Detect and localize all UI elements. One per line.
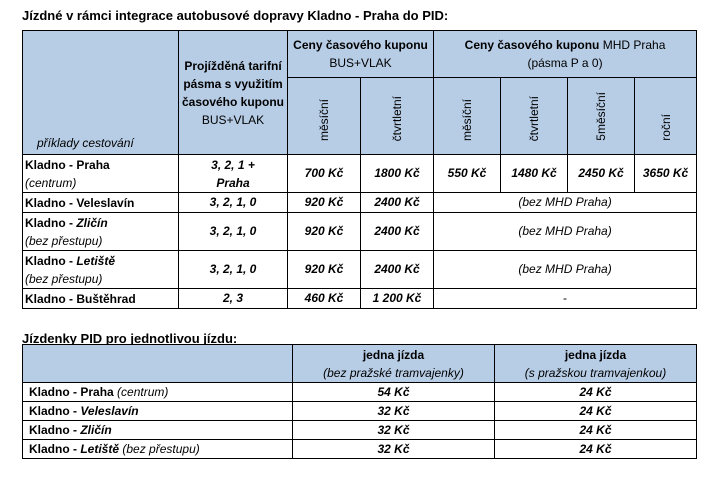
header-zones-mode: BUS+VLAK (201, 112, 265, 127)
period-mhd-yearly: roční (635, 78, 697, 155)
price-with-tram: 24 Kč (495, 421, 697, 440)
price-bus-monthly: 920 Kč (288, 251, 361, 289)
price-without-tram: 32 Kč (293, 421, 495, 440)
zones-cell: 3, 2, 1, 0 (179, 193, 288, 213)
price-bus-monthly: 700 Kč (288, 155, 361, 193)
price-mhd-quarterly: 1480 Kč (501, 155, 568, 193)
price-with-tram: 24 Kč (495, 383, 697, 402)
route-cell: Kladno - Zličín (23, 421, 293, 440)
header-mhd-mode: MHD Praha (602, 38, 666, 52)
price-mhd-yearly: 3650 Kč (635, 155, 697, 193)
table-row (23, 421, 697, 440)
period-mhd-monthly: měsíční (434, 78, 501, 155)
route-cell: Kladno - Buštěhrad (23, 289, 179, 309)
mhd-note: (bez MHD Praha) (434, 213, 697, 251)
price-with-tram: 24 Kč (495, 402, 697, 421)
price-without-tram: 54 Kč (293, 383, 495, 402)
period-mhd-quarterly: čtvrtletní (501, 78, 568, 155)
price-bus-quarterly: 2400 Kč (361, 213, 434, 251)
header-without-tram: jedna jízda (bez pražské tramvajenky) (293, 345, 495, 383)
price-bus-monthly: 460 Kč (288, 289, 361, 309)
header-mhd-zones: (pásma P a 0) (527, 56, 603, 70)
route-cell: Kladno - Praha (centrum) (23, 155, 179, 193)
zones-cell: 2, 3 (179, 289, 288, 309)
header-zones (179, 31, 288, 155)
header-with-tram: jedna jízda (s pražskou tramvajenkou) (495, 345, 697, 383)
zones-cell: 3, 2, 1, 0 (179, 251, 288, 289)
route-cell: Kladno - Letiště (bez přestupu) (23, 251, 179, 289)
header-examples: příklady cestování (23, 31, 179, 155)
header-mhd-prices (434, 31, 697, 78)
table-row (23, 251, 697, 289)
header-bus-mode: BUS+VLAK (329, 56, 392, 70)
price-mhd-5month: 2450 Kč (568, 155, 635, 193)
header-empty (23, 345, 293, 383)
mhd-note: - (434, 289, 697, 309)
table-row (23, 440, 697, 459)
price-bus-monthly: 920 Kč (288, 193, 361, 213)
price-bus-quarterly: 2400 Kč (361, 251, 434, 289)
header-bus-label: Ceny časového kuponu (293, 38, 428, 52)
table-row (23, 289, 697, 309)
period-bus-monthly: měsíční (288, 78, 361, 155)
price-bus-monthly: 920 Kč (288, 213, 361, 251)
price-bus-quarterly: 1 200 Kč (361, 289, 434, 309)
header-mhd-label: Ceny časového kuponu (464, 38, 600, 52)
route-cell: Kladno - Veleslavín (23, 402, 293, 421)
mhd-note: (bez MHD Praha) (434, 251, 697, 289)
route-cell: Kladno - Praha (centrum) (23, 383, 293, 402)
route-cell: Kladno - Zličín (bez přestupu) (23, 213, 179, 251)
price-without-tram: 32 Kč (293, 402, 495, 421)
header-bus-prices (288, 31, 434, 78)
period-bus-quarterly: čtvrtletní (361, 78, 434, 155)
season-ticket-table (22, 30, 697, 309)
header-zones-label: Projížděná tarifní pásma s využitím časového kuponu (181, 58, 285, 109)
mhd-note: (bez MHD Praha) (434, 193, 697, 213)
page-title: Jízdné v rámci integrace autobusové dopravy Kladno - Praha do PID: (22, 8, 449, 23)
price-without-tram: 32 Kč (293, 440, 495, 459)
table-row (23, 213, 697, 251)
price-with-tram: 24 Kč (495, 440, 697, 459)
table-row (23, 402, 697, 421)
price-mhd-monthly: 550 Kč (434, 155, 501, 193)
zones-cell: 3, 2, 1, 0 (179, 213, 288, 251)
route-cell: Kladno - Letiště (bez přestupu) (23, 440, 293, 459)
table-row (23, 155, 697, 193)
price-bus-quarterly: 2400 Kč (361, 193, 434, 213)
price-bus-quarterly: 1800 Kč (361, 155, 434, 193)
table-row (23, 193, 697, 213)
route-cell: Kladno - Veleslavín (23, 193, 179, 213)
period-mhd-5month: 5měsíční (568, 78, 635, 155)
section-title-single-tickets: Jízdenky PID pro jednotlivou jízdu: (22, 331, 238, 346)
zones-cell: 3, 2, 1 + Praha (179, 155, 288, 193)
single-ticket-table (22, 344, 697, 459)
table-row (23, 383, 697, 402)
